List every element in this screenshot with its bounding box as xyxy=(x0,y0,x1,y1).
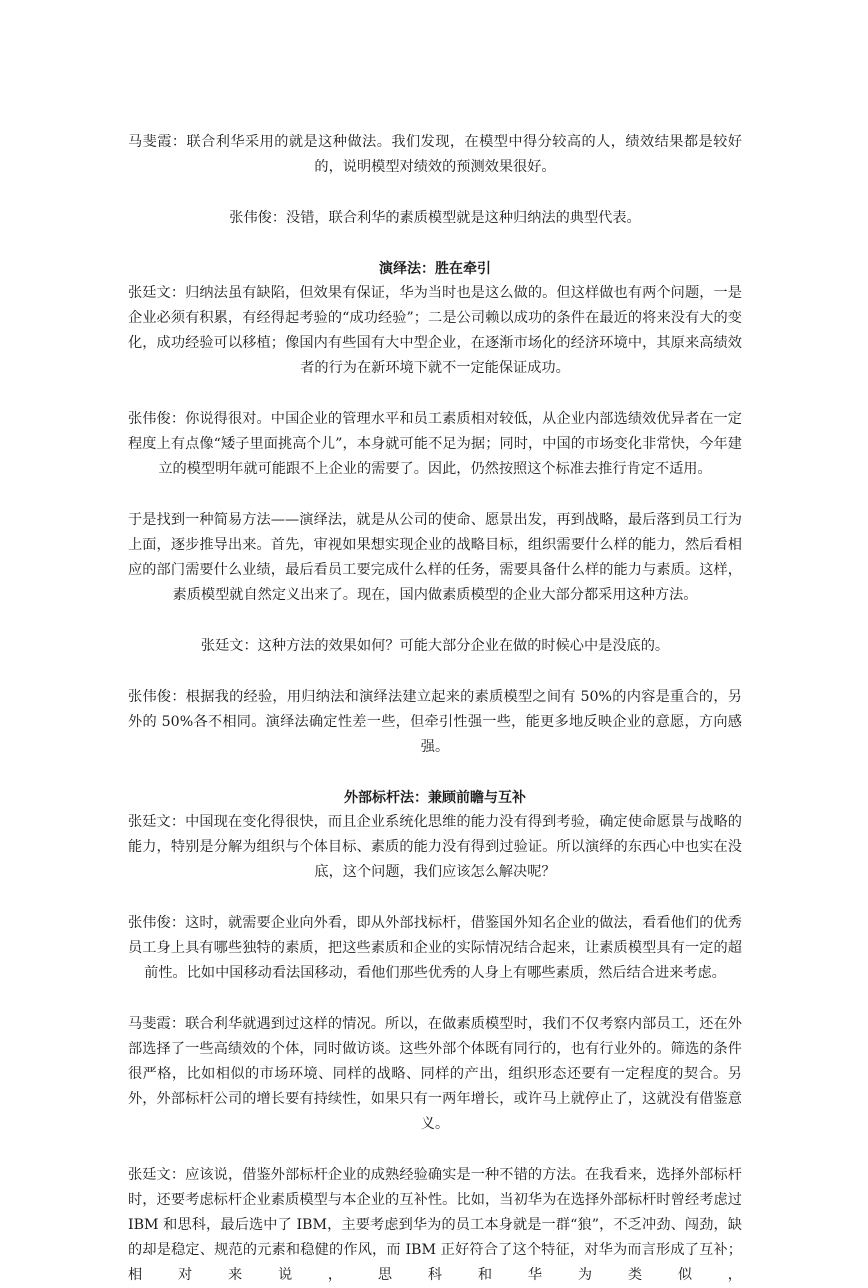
paragraph-zhang-tingwen-2: 张廷文：这种方法的效果如何？可能大部分企业在做的时候心中是没底的。 xyxy=(200,638,670,654)
document-body xyxy=(128,130,742,1288)
paragraph-zhang-weijun-2: 张伟俊：你说得很对。中国企业的管理水平和员工素质相对较低，从企业内部选绩效优异者在一定程度上有点像“矮子里面挑高个儿”，本身就可能不足为据；同时，中国的市场变化非常快，今年建立的模型明年就可能跟不上企业的需要了。因此，仍然按照这个标准去推行肯定不适用。 xyxy=(128,411,742,477)
paragraph-zhang-tingwen-4: 张廷文：应该说，借鉴外部标杆企业的成熟经验确实是一种不错的方法。在我看来，选择外部标杆时，还要考虑标杆企业素质模型与本企业的互补性。比如，当初华为在选择外部标杆时曾经考虑过 IBM 和思科，最后选中了 IBM，主要考虑到华为的员工本身就是一群“狼”，不乏冲劲、闯劲，缺的却是稳定、规范的元素和稳健的作风，而 IBM 正好符合了这个特征，对华为而言形成了互补；相对来说，思科和华为类似， xyxy=(128,1167,742,1283)
paragraph-ma-feixia-1: 马斐霞：联合利华采用的就是这种做法。我们发现，在模型中得分较高的人，绩效结果都是较好的，说明模型对绩效的预测效果很好。 xyxy=(128,134,742,175)
paragraph-deduction-method: 于是找到一种简易方法——演绎法，就是从公司的使命、愿景出发，再到战略，最后落到员工行为上面，逐步推导出来。首先，审视如果想实现企业的战略目标，组织需要什么样的能力，然后看相应的部门需要什么业绩，最后看员工要完成什么样的任务，需要具备什么样的能力与素质。这样，素质模型就自然定义出来了。现在，国内做素质模型的企业大部分都采用这种方法。 xyxy=(128,512,742,603)
paragraph-ma-feixia-2: 马斐霞：联合利华就遇到过这样的情况。所以，在做素质模型时，我们不仅考察内部员工，还在外部选择了一些高绩效的个体，同时做访谈。这些外部个体既有同行的，也有行业外的。筛选的条件很严格，比如相似的市场环境、同样的战略、同样的产出，组织形态还要有一定程度的契合。另外，外部标杆公司的增长要有持续性，如果只有一两年增长，或许马上就停止了，这就没有借鉴意义。 xyxy=(128,1016,742,1132)
paragraph-zhang-tingwen-3: 张廷文：中国现在变化得很快，而且企业系统化思维的能力没有得到考验，确定使命愿景与战略的能力，特别是分解为组织与个体目标、素质的能力没有得到过验证。所以演绎的东西心中也实在没底，这个问题，我们应该怎么解决呢？ xyxy=(128,814,742,880)
paragraph-zhang-weijun-1: 张伟俊：没错，联合利华的素质模型就是这种归纳法的典型代表。 xyxy=(229,210,641,226)
section-heading-deduction: 演绎法：胜在牵引 xyxy=(379,261,491,277)
paragraph-zhang-weijun-3: 张伟俊：根据我的经验，用归纳法和演绎法建立起来的素质模型之间有 50%的内容是重合的，另外的 50%各不相同。演绎法确定性差一些，但牵引性强一些，能更多地反映企业的意愿，方向感强。 xyxy=(128,689,742,755)
paragraph-zhang-weijun-4: 张伟俊：这时，就需要企业向外看，即从外部找标杆，借鉴国外知名企业的做法，看看他们的优秀员工身上具有哪些独特的素质，把这些素质和企业的实际情况结合起来，让素质模型具有一定的超前性。比如中国移动看法国移动，看他们那些优秀的人身上有哪些素质，然后结合进来考虑。 xyxy=(128,915,742,981)
section-heading-benchmark: 外部标杆法：兼顾前瞻与互补 xyxy=(344,790,526,806)
paragraph-zhang-tingwen-1: 张廷文：归纳法虽有缺陷，但效果有保证，华为当时也是这么做的。但这样做也有两个问题，一是企业必须有积累，有经得起考验的“成功经验”；二是公司赖以成功的条件在最近的将来没有大的变化，成功经验可以移植；像国内有些国有大中型企业，在逐渐市场化的经济环境中，其原来高绩效者的行为在新环境下就不一定能保证成功。 xyxy=(128,285,742,376)
